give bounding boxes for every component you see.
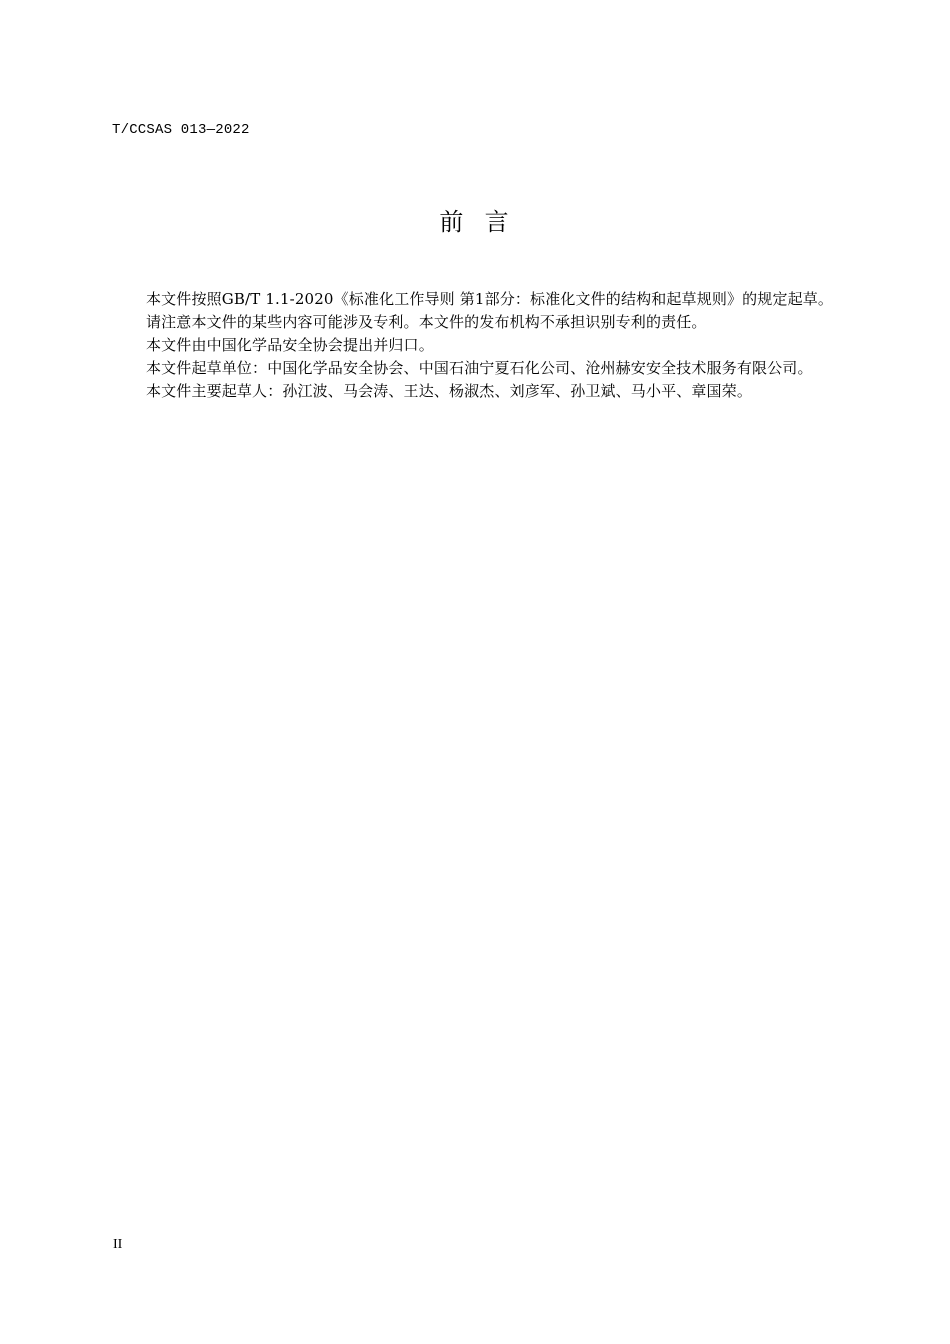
paragraph-patent-notice: 请注意本文件的某些内容可能涉及专利。本文件的发布机构不承担识别专利的责任。	[146, 313, 707, 331]
page-number: II	[113, 1237, 123, 1252]
paragraph-proposer: 本文件由中国化学品安全协会提出并归口。	[146, 336, 434, 354]
page-title: 前 言	[439, 208, 511, 236]
preface-body	[112, 288, 864, 403]
paragraph-drafting-basis: 本文件按照GB/T 1.1-2020《标准化工作导则 第1部分：标准化文件的结构和起草规则》的规定起草。	[146, 290, 834, 308]
paragraph-drafters: 本文件主要起草人：孙江波、马会涛、王达、杨淑杰、刘彦军、孙卫斌、马小平、章国荣。	[146, 382, 753, 400]
document-code-header: T/CCSAS 013—2022	[112, 122, 250, 138]
paragraph-drafting-units: 本文件起草单位：中国化学品安全协会、中国石油宁夏石化公司、沧州赫安安全技术服务有限公司。	[146, 359, 813, 377]
